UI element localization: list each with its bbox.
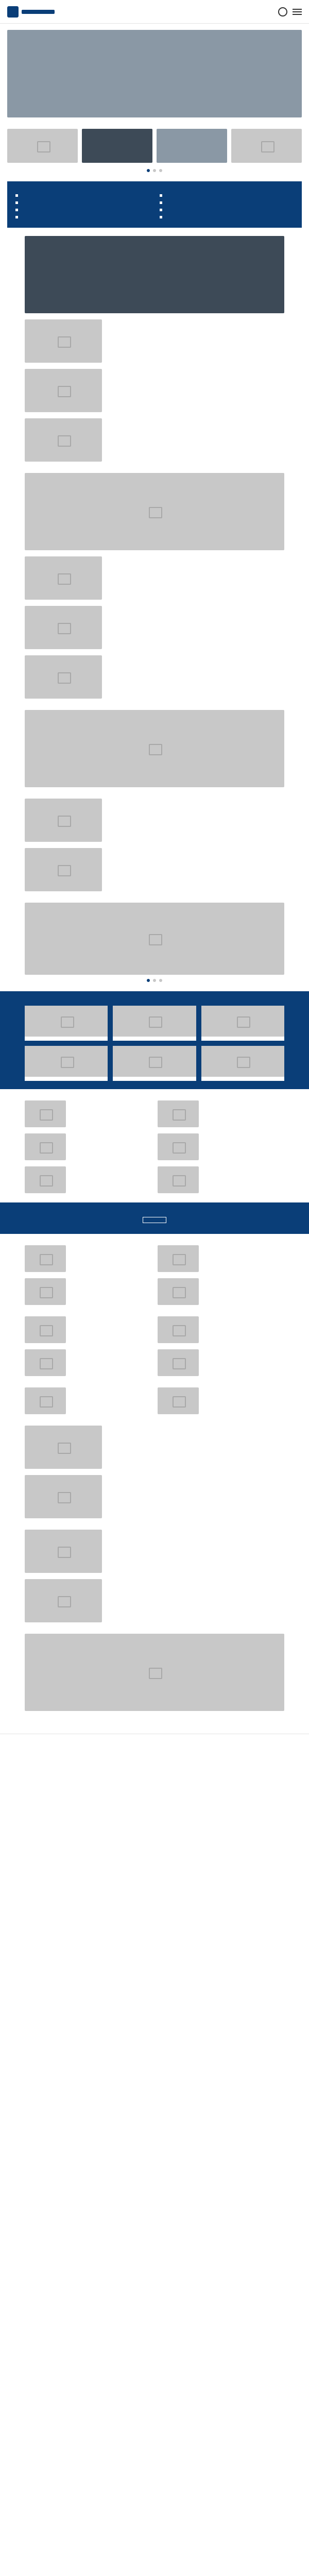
carousel-dots[interactable] — [0, 979, 309, 982]
grid-item[interactable] — [158, 1133, 284, 1160]
grid-image — [158, 1245, 199, 1272]
list-item[interactable] — [0, 369, 309, 412]
show-card[interactable] — [201, 1006, 284, 1041]
show-thumb — [25, 1006, 108, 1037]
carousel-dot[interactable] — [153, 979, 156, 982]
menu-icon[interactable] — [293, 7, 302, 16]
grid-image — [158, 1349, 199, 1376]
video-thumb — [231, 129, 302, 163]
grid-item[interactable] — [25, 1100, 151, 1127]
overview-item[interactable] — [15, 207, 149, 211]
grid-item[interactable] — [25, 1387, 151, 1414]
list-item[interactable] — [0, 1530, 309, 1573]
news-overview-box — [7, 181, 302, 228]
shows-band — [0, 991, 309, 1089]
site-header — [0, 0, 309, 24]
show-card[interactable] — [25, 1006, 108, 1041]
bullet-icon — [15, 194, 18, 197]
grid-image — [25, 1133, 66, 1160]
show-caption — [25, 1037, 108, 1041]
overview-item[interactable] — [160, 207, 294, 211]
grid-image — [158, 1278, 199, 1305]
logo-mark-icon — [7, 6, 19, 18]
list-image — [25, 1475, 102, 1518]
grid-item[interactable] — [25, 1278, 151, 1305]
grid-item[interactable] — [158, 1100, 284, 1127]
grid-item[interactable] — [158, 1245, 284, 1272]
list-item[interactable] — [0, 1475, 309, 1518]
show-thumb — [25, 1046, 108, 1077]
grid-item[interactable] — [25, 1133, 151, 1160]
grid-item[interactable] — [25, 1245, 151, 1272]
carousel-dot[interactable] — [147, 979, 150, 982]
show-card[interactable] — [113, 1046, 196, 1081]
carousel-dot[interactable] — [159, 169, 162, 172]
site-footer — [0, 1734, 309, 1754]
grid-image — [158, 1316, 199, 1343]
list-item[interactable] — [0, 606, 309, 649]
overview-item[interactable] — [160, 200, 294, 204]
bullet-icon — [15, 209, 18, 211]
grid-image — [25, 1316, 66, 1343]
list-image — [25, 848, 102, 891]
overview-item[interactable] — [15, 214, 149, 218]
market-report-image[interactable] — [25, 1634, 284, 1711]
show-caption — [25, 1077, 108, 1081]
overview-item[interactable] — [15, 200, 149, 204]
show-caption — [113, 1077, 196, 1081]
cta-band — [0, 1202, 309, 1234]
grid-image — [25, 1245, 66, 1272]
video-card[interactable] — [7, 129, 78, 165]
video-card[interactable] — [82, 129, 152, 165]
carousel-dot[interactable] — [147, 169, 150, 172]
logo-wordmark — [22, 10, 55, 14]
list-item[interactable] — [0, 655, 309, 699]
show-thumb — [113, 1006, 196, 1037]
list-item[interactable] — [0, 1579, 309, 1622]
list-item[interactable] — [0, 556, 309, 600]
overview-item[interactable] — [160, 214, 294, 218]
bullet-icon — [160, 201, 162, 204]
show-caption — [201, 1077, 284, 1081]
show-card[interactable] — [201, 1046, 284, 1081]
video-card[interactable] — [231, 129, 302, 165]
feature-image[interactable] — [25, 236, 284, 313]
grid-image — [25, 1278, 66, 1305]
search-icon[interactable] — [278, 7, 287, 16]
carousel-dot[interactable] — [159, 979, 162, 982]
list-image — [25, 655, 102, 699]
list-image — [25, 556, 102, 600]
grid-item[interactable] — [158, 1316, 284, 1343]
grid-image — [158, 1100, 199, 1127]
list-image — [25, 1530, 102, 1573]
bullet-icon — [160, 194, 162, 197]
list-item[interactable] — [0, 1426, 309, 1469]
grid-item[interactable] — [25, 1316, 151, 1343]
grid-image — [25, 1349, 66, 1376]
cta-button[interactable] — [143, 1217, 166, 1223]
carousel-dots[interactable] — [0, 169, 309, 172]
list-item[interactable] — [0, 418, 309, 462]
list-image — [25, 606, 102, 649]
list-image — [25, 1426, 102, 1469]
grid-image — [158, 1387, 199, 1414]
grid-item[interactable] — [158, 1349, 284, 1376]
list-image — [25, 418, 102, 462]
grid-item[interactable] — [158, 1166, 284, 1193]
site-logo[interactable] — [7, 6, 55, 18]
video-thumb — [157, 129, 227, 163]
live-carousel[interactable] — [0, 129, 309, 165]
show-card[interactable] — [113, 1006, 196, 1041]
war-image[interactable] — [25, 710, 284, 787]
show-thumb — [113, 1046, 196, 1077]
grid-image — [25, 1100, 66, 1127]
show-caption — [113, 1037, 196, 1041]
list-item[interactable] — [0, 848, 309, 891]
list-image — [25, 799, 102, 842]
bullet-icon — [15, 216, 18, 218]
show-thumb — [201, 1006, 284, 1037]
grid-item[interactable] — [158, 1387, 284, 1414]
carousel-dot[interactable] — [153, 169, 156, 172]
video-thumb — [82, 129, 152, 163]
grid-item[interactable] — [25, 1166, 151, 1193]
grid-item[interactable] — [25, 1349, 151, 1376]
grid-image — [25, 1166, 66, 1193]
bullet-icon — [160, 216, 162, 218]
lead-image[interactable] — [7, 30, 302, 117]
show-card[interactable] — [25, 1046, 108, 1081]
list-image — [25, 369, 102, 412]
focus-image[interactable] — [25, 903, 284, 975]
video-card[interactable] — [157, 129, 227, 165]
list-image — [25, 319, 102, 363]
bullet-icon — [15, 201, 18, 204]
show-thumb — [201, 1046, 284, 1077]
list-image — [25, 1579, 102, 1622]
list-item[interactable] — [0, 319, 309, 363]
overview-item[interactable] — [15, 193, 149, 197]
grid-image — [158, 1166, 199, 1193]
grid-image — [158, 1133, 199, 1160]
video-thumb — [7, 129, 78, 163]
show-caption — [201, 1037, 284, 1041]
list-item[interactable] — [0, 799, 309, 842]
grid-image — [25, 1387, 66, 1414]
bullet-icon — [160, 209, 162, 211]
grid-item[interactable] — [158, 1278, 284, 1305]
energy-image[interactable] — [25, 473, 284, 550]
overview-item[interactable] — [160, 193, 294, 197]
